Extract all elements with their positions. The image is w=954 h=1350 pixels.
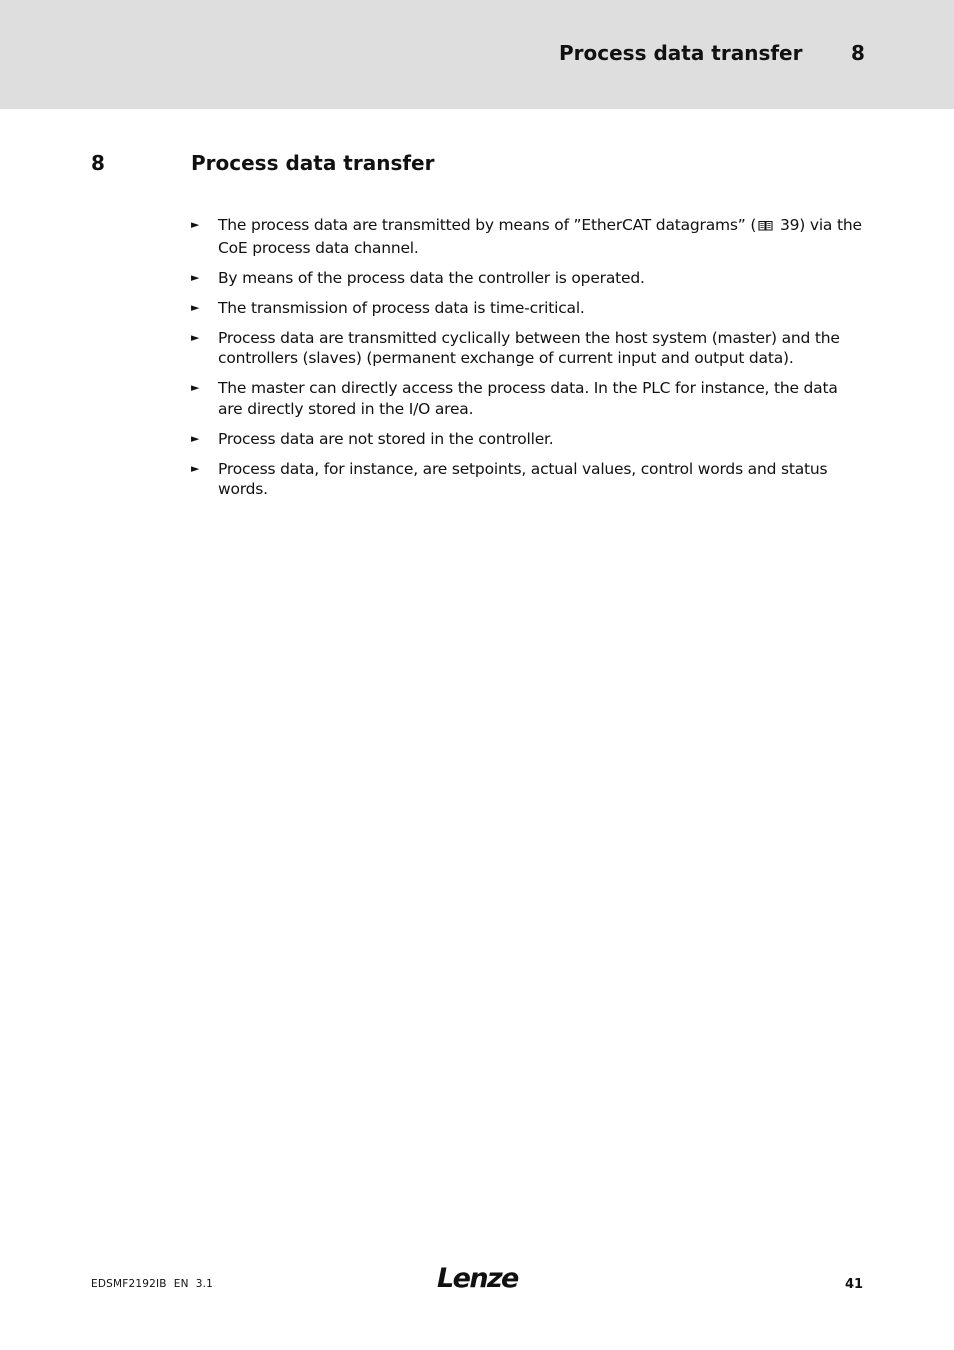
bullet-text-before-ref: The process data are transmitted by means of ”EtherCAT datagrams” ( [218,216,757,234]
book-icon [758,217,773,238]
footer-document-id: EDSMF2192IB EN 3.1 [91,1278,214,1290]
bullet-arrow-icon: ► [191,381,200,394]
bullet-arrow-icon: ► [191,300,200,314]
bullet-text: By means of the process data the controller is operated. [218,268,645,287]
bullet-text: The transmission of process data is time-critical. [218,298,585,317]
list-item [191,429,866,450]
bullet-arrow-icon: ► [191,270,200,284]
bullet-text: The master can directly access the process data. In the PLC for instance, the data are directly stored in the I/O area. [218,379,838,418]
lenze-logo: Lenze [437,1263,518,1294]
bullet-arrow-icon: ► [191,431,200,445]
section-title: Process data transfer [191,151,435,175]
running-header-title: Process data transfer [559,41,803,65]
bullet-arrow-icon: ► [191,330,200,344]
bullet-arrow-icon: ► [191,461,200,475]
bullet-text: Process data, for instance, are setpoints, actual values, control words and status words. [218,459,828,498]
bullet-list [191,215,866,509]
section-number: 8 [91,151,105,175]
bullet-text: Process data are not stored in the controller. [218,429,554,448]
header-band [0,0,954,109]
running-header-chapter-number: 8 [851,41,865,65]
bullet-text: Process data are transmitted cyclically between the host system (master) and the controllers (slaves) (permanent exchange of current input and output data). [218,328,840,367]
list-item [191,298,866,319]
list-item [191,215,866,258]
bullet-text-after-ref: ) via the CoE process data channel. [218,216,862,257]
page-number: 41 [845,1277,864,1292]
bullet-arrow-icon: ► [191,218,200,231]
list-item [191,328,866,369]
list-item [191,378,866,419]
bullet-text [218,215,866,258]
list-item [191,459,866,500]
page-reference-link[interactable]: 39 [779,216,800,234]
list-item [191,268,866,289]
